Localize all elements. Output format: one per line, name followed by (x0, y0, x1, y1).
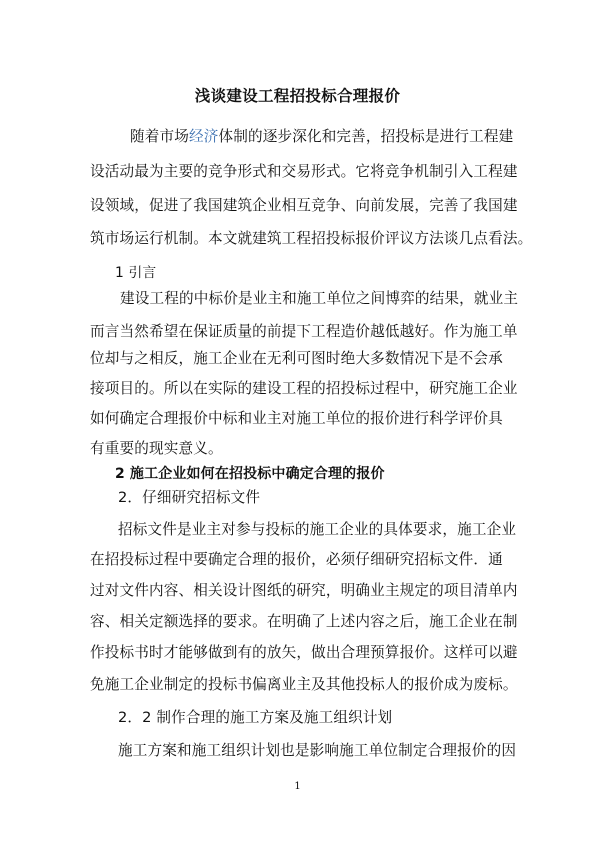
section-1-line: 如何确定合理报价中标和业主对施工单位的报价进行科学评价具 (90, 410, 503, 427)
section-2-1-line: 招标文件是业主对参与投标的施工企业的具体要求，施工企业 (118, 521, 517, 538)
section-2-1-line: 免施工企业制定的投标书偏离业主及其他投标人的报价成为废标。 (90, 676, 518, 693)
intro-line-1 (130, 128, 513, 146)
economy-link[interactable]: 经济 (188, 128, 219, 145)
section-2-1-line: 容、相关定额选择的要求。在明确了上述内容之后，施工企业在制 (90, 613, 518, 630)
section-2-1-line: 在招投标过程中要确定合理的报价，必须仔细研究招标文件．通 (90, 551, 503, 568)
section-2-1-line: 作投标书时才能够做到有的放矢，做出合理预算报价。这样可以避 (90, 644, 518, 661)
page-number: 1 (294, 781, 301, 792)
section-2-2-heading: 2．2 制作合理的施工方案及施工组织计划 (118, 709, 393, 726)
section-2-1-heading: 2．仔细研究招标文件 (118, 489, 261, 506)
section-1-line: 建设工程的中标价是业主和施工单位之间博弈的结果，就业主 (120, 290, 519, 307)
section-2-heading: 2 施工企业如何在招投标中确定合理的报价 (115, 466, 385, 482)
intro-line-2: 设活动最为主要的竞争形式和交易形式。它将竞争机制引入工程建 (90, 163, 518, 180)
section-2-2-line: 施工方案和施工组织计划也是影响施工单位制定合理报价的因 (118, 742, 517, 759)
section-1-heading: 1 引言 (115, 265, 157, 281)
intro-text: 随着市场 (130, 128, 189, 145)
section-1-line: 位却与之相反，施工企业在无利可图时绝大多数情况下是不会承 (90, 350, 503, 367)
intro-text: 体制的逐步深化和完善，招投标是进行工程建 (218, 128, 514, 145)
document-title: 浅谈建设工程招投标合理报价 (194, 87, 401, 105)
section-1-line: 接项目的。所以在实际的建设工程的招投标过程中，研究施工企业 (90, 380, 518, 397)
section-2-1-line: 过对文件内容、相关设计图纸的研究，明确业主规定的项目清单内 (90, 582, 518, 599)
section-1-line: 而言当然希望在保证质量的前提下工程造价越低越好。作为施工单 (90, 323, 518, 340)
section-1-line: 有重要的现实意义。 (90, 440, 223, 457)
intro-line-3: 设领域，促进了我国建筑企业相互竞争、向前发展，完善了我国建 (90, 197, 518, 214)
intro-line-4: 筑市场运行机制。本文就建筑工程招投标报价评议方法谈几点看法。 (90, 230, 533, 247)
